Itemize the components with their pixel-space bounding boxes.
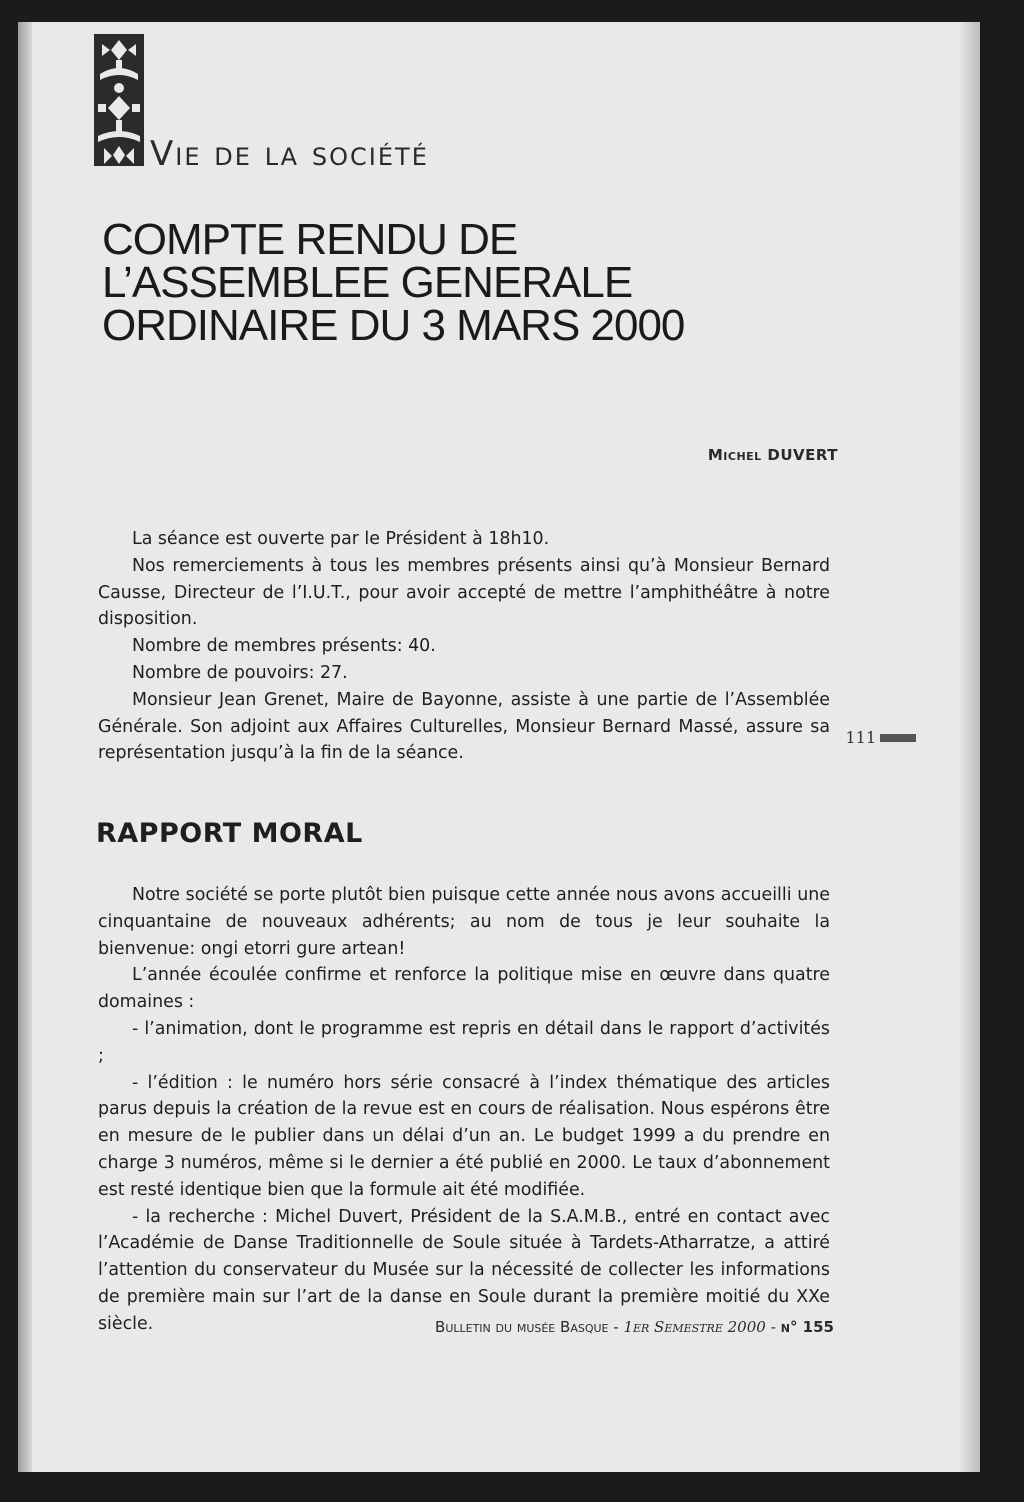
moral-report-text <box>98 882 830 1338</box>
paragraph: - l’animation, dont le programme est repris en détail dans le rapport d’activités ; <box>98 1018 830 1066</box>
author: Michel DUVERT <box>707 446 838 464</box>
title-line: ORDINAIRE DU 3 MARS 2000 <box>102 301 685 350</box>
title-line: L’ASSEMBLEE GENERALE <box>102 258 633 307</box>
basque-ornament-icon <box>94 34 144 166</box>
book-spine <box>18 22 32 1472</box>
section-heading: RAPPORT MORAL <box>96 818 363 849</box>
paragraph: - l’édition : le numéro hors série consacré à l’index thématique des articles parus depuis la création de la revue est en cours de réalisation. Nous espérons être en mesure de le publier dans un délai d’un an. Le budget 1999 a du prendre en charge 3 numéros, même si le dernier a été publié en 2000. Le taux d’abonnement est resté identique bien que la formule ait été modifiée. <box>98 1072 830 1200</box>
paragraph: Monsieur Jean Grenet, Maire de Bayonne, assiste à une partie de l’Assemblée Générale. Son adjoint aux Affaires Culturelles, Monsieur Bernard Massé, assure sa représentation jusqu’à la fin de la séance. <box>98 689 830 764</box>
footer-semester: 1er Semestre 2000 <box>623 1318 766 1336</box>
page-edge <box>958 22 980 1472</box>
page <box>18 22 980 1472</box>
paragraph: - la recherche : Michel Duvert, Président de la S.A.M.B., entré en contact avec l’Académie de Danse Traditionnelle de Soule située à Tardets-Atharratze, a attiré l’attention du conservateur du Musée sur la nécessité de collecter les informations de première main sur l’art de la danse en Soule durant la première moitié du XXe siècle. <box>98 1206 830 1334</box>
section-title: Vie de la société <box>150 134 429 174</box>
page-number-text: 111 <box>845 728 876 747</box>
title-line: COMPTE RENDU DE <box>102 215 518 264</box>
footer-separator: - <box>608 1318 624 1336</box>
paragraph: Notre société se porte plutôt bien puisque cette année nous avons accueilli une cinquantaine de nouveaux adhérents; au nom de tous je leur souhaite la bienvenue: ongi etorri gure artean! <box>98 885 830 959</box>
footer-bulletin: Bulletin du musée Basque <box>435 1318 609 1336</box>
paragraph: La séance est ouverte par le Président à 18h10. <box>132 529 550 549</box>
paragraph: Nombre de pouvoirs: 27. <box>132 662 348 683</box>
paragraph: Nombre de membres présents: 40. <box>132 636 436 657</box>
page-marker-bar <box>880 734 916 742</box>
footer-issue-number: n° 155 <box>780 1318 834 1336</box>
intro-text <box>98 526 830 767</box>
paragraph: L’année écoulée confirme et renforce la politique mise en œuvre dans quatre domaines : <box>98 965 830 1013</box>
article-title <box>102 215 802 350</box>
footer <box>435 1318 834 1336</box>
footer-separator: - <box>765 1318 781 1336</box>
page-number <box>845 728 916 747</box>
paragraph: Nos remerciements à tous les membres présents ainsi qu’à Monsieur Bernard Causse, Directeur de l’I.U.T., pour avoir accepté de mettre l’amphithéâtre à notre disposition. <box>98 555 830 630</box>
